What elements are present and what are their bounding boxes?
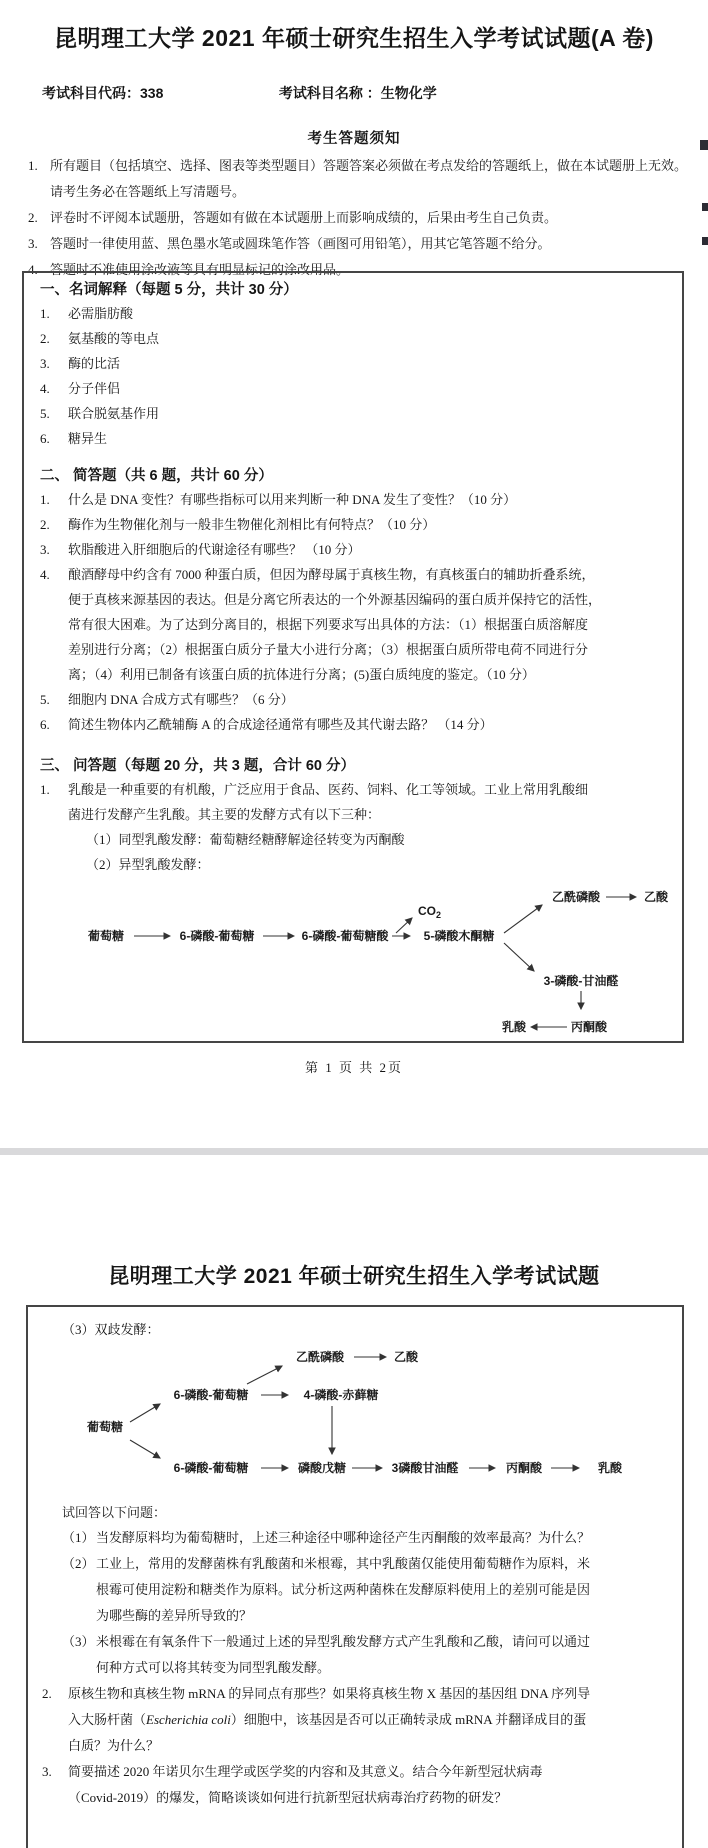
item-line: 白质？为什么？ — [68, 1738, 160, 1753]
co2-subscript: 2 — [436, 910, 442, 920]
sub-marker: （1） — [62, 1530, 95, 1545]
section3-heading: 三、 问答题（每题 20 分，共 3 题，合计 60 分） — [40, 758, 356, 774]
item-number: 6. — [40, 717, 50, 732]
page-separator — [0, 1148, 708, 1155]
item-line: 离；（4）利用已制备有该蛋白质的抗体进行分离；(5)蛋白质纯度的鉴定。（10 分） — [68, 667, 535, 682]
item-text — [68, 1759, 666, 1811]
page2-title: 昆明理工大学 2021 年硕士研究生招生入学考试试题 — [108, 1265, 600, 1288]
co2-base: CO — [418, 904, 436, 918]
item-line: 便于真核来源基因的表达。但是分离它所表达的一个外源基因编码的蛋白质并保持它的活性， — [68, 592, 602, 607]
short-answer-item — [40, 512, 670, 537]
essay-question-1 — [40, 777, 670, 877]
term-item — [40, 326, 670, 351]
node-glyceraldehyde-3-phosphate: 3-磷酸-甘油醛 — [543, 974, 619, 988]
node-glyceraldehyde-3-phosphate: 3磷酸甘油醛 — [391, 1461, 459, 1475]
item-text: 分子伴侣 — [68, 381, 121, 396]
item-number: 3. — [40, 542, 50, 557]
fermentation-type-2: （2）异型乳酸发酵： — [86, 857, 210, 872]
branch-arrow-up — [247, 1366, 282, 1384]
branch-arrow-up — [504, 905, 542, 933]
item-number: 1. — [40, 492, 50, 507]
item-line: （Covid-2019）的爆发，简略谈谈如何进行抗新型冠状病毒治疗药物的研发？ — [68, 1790, 508, 1805]
term-item — [40, 301, 670, 326]
subject-code: 考试科目代码：338 — [42, 85, 164, 101]
item-number: 3. — [42, 1764, 52, 1779]
short-answer-item — [40, 562, 670, 687]
item-number: 6. — [40, 431, 50, 446]
item-text: 氨基酸的等电点 — [68, 331, 160, 346]
pathway-diagram-1 — [40, 883, 670, 1043]
arrow-to-co2 — [396, 918, 412, 933]
subject-name: 考试科目名称 ：生物化学 — [278, 85, 437, 101]
notice-text: 答题时一律使用蓝、黑色墨水笔或圆珠笔作答（画图可用铅笔），用其它笔答题不给分。 — [50, 236, 551, 251]
node-co2 — [418, 904, 441, 920]
notice-item — [28, 153, 688, 205]
item-text: 什么是 DNA 变性？有哪些指标可以用来判断一种 DNA 发生了变性？（10 分） — [68, 492, 517, 507]
item-number: 2. — [42, 1686, 52, 1701]
node-glucose: 葡萄糖 — [86, 1420, 124, 1434]
node-glucose-6-phosphate: 6-磷酸-葡萄糖 — [179, 929, 255, 943]
item-line: 简要描述 2020 年诺贝尔生理学或医学奖的内容和及其意义。结合今年新型冠状病毒 — [68, 1764, 543, 1779]
answer-prompt: 试回答以下问题： — [62, 1505, 167, 1520]
sub-text: 当发酵原料均为葡萄糖时，上述三种途径中哪种途径产生丙酮酸的效率最高？为什么？ — [96, 1530, 591, 1545]
sub-marker: （3） — [62, 1634, 95, 1649]
node-glucose-6-phosphate-bottom: 6-磷酸-葡萄糖 — [173, 1461, 249, 1475]
sub-line: 何种方式可以将其转变为同型乳酸发酵。 — [96, 1660, 331, 1675]
term-item — [40, 401, 670, 426]
node-erythrose-4-phosphate: 4-磷酸-赤藓糖 — [303, 1388, 379, 1402]
item-text — [68, 1681, 666, 1759]
pathway-diagram-2-svg — [42, 1342, 684, 1492]
sub-text — [96, 1629, 666, 1681]
item-number: 1. — [40, 782, 50, 797]
short-answer-item — [40, 487, 670, 512]
item-text — [68, 777, 670, 877]
notice-title: 考生答题须知 — [307, 131, 401, 147]
item-number: 4. — [40, 567, 50, 582]
node-glucose: 葡萄糖 — [87, 929, 125, 943]
item-text: 必需脂肪酸 — [68, 306, 134, 321]
item-number: 4. — [40, 381, 50, 396]
item-text: 联合脱氨基作用 — [68, 406, 160, 421]
scan-artifact — [702, 203, 708, 211]
notice-number: 1. — [28, 158, 38, 173]
sub-question-2 — [62, 1551, 666, 1629]
item-line: 酿酒酵母中约含有 7000 种蛋白质，但因为酵母属于真核生物，有真核蛋白的辅助折叠系统， — [68, 567, 595, 582]
item-line: 乳酸是一种重要的有机酸，广泛应用于食品、医药、饲料、化工等领域。工业上常用乳酸细 — [68, 782, 589, 797]
branch3-label: （3）双歧发酵： — [62, 1322, 160, 1337]
short-answer-item — [40, 687, 670, 712]
species-name-italic: Escherichia coli — [146, 1712, 231, 1727]
node-6-phosphogluconate: 6-磷酸-葡萄糖酸 — [301, 929, 389, 943]
item-text: 酶的比活 — [68, 356, 121, 371]
item-number: 5. — [40, 692, 50, 707]
item-text: 糖异生 — [68, 431, 108, 446]
notice-list — [28, 153, 688, 283]
scan-artifact — [700, 140, 708, 150]
node-pyruvate: 丙酮酸 — [505, 1461, 543, 1475]
line-segment: ）细胞中，该基因是否可以正确转录成 mRNA 并翻译成目的蛋 — [230, 1712, 587, 1727]
glucose-branch-up — [130, 1404, 160, 1422]
page1-title: 昆明理工大学 2021 年硕士研究生招生入学考试试题(A 卷) — [54, 25, 654, 51]
notice-text: 答题时不准使用涂改液等具有明显标记的涂改用品。 — [50, 262, 350, 277]
line-segment: 入大肠杆菌（ — [68, 1712, 147, 1727]
term-item — [40, 376, 670, 401]
node-acetyl-phosphate: 乙酰磷酸 — [295, 1350, 345, 1364]
scan-artifact — [702, 237, 708, 245]
item-line: 差别进行分离；（2）根据蛋白质分子量大小进行分离；（3）根据蛋白质所带电荷不同进行分 — [68, 642, 589, 657]
node-lactate: 乳酸 — [501, 1020, 527, 1034]
item-text: 简述生物体内乙酰辅酶 A 的合成途径通常有哪些及其代谢去路？ （14 分） — [68, 717, 493, 732]
notice-number: 3. — [28, 236, 38, 251]
short-answer-item — [40, 537, 670, 562]
item-line: 常有很大困难。为了达到分离目的，根据下列要求写出具体的方法：（1）根据蛋白质溶解度 — [68, 617, 589, 632]
item-number: 5. — [40, 406, 50, 421]
short-answer-item — [40, 712, 670, 737]
sub-marker: （2） — [62, 1556, 95, 1571]
notice-number: 4. — [28, 262, 38, 277]
item-text: 酶作为生物催化剂与一般非生物催化剂相比有何特点？（10 分） — [68, 517, 436, 532]
notice-number: 2. — [28, 210, 38, 225]
node-pyruvate: 丙酮酸 — [570, 1020, 608, 1034]
notice-line: 请考生务必在答题纸上写清题号。 — [50, 184, 246, 199]
notice-text: 评卷时不评阅本试题册，答题如有做在本试题册上而影响成绩的，后果由考生自己负责。 — [50, 210, 558, 225]
essay-question-3 — [42, 1759, 666, 1811]
section2-heading: 二、 简答题（共 6 题，共计 60 分） — [40, 468, 273, 484]
item-number: 3. — [40, 356, 50, 371]
sub-text — [96, 1551, 666, 1629]
item-text — [68, 562, 670, 687]
node-acetate: 乙酸 — [393, 1350, 419, 1364]
term-item — [40, 426, 670, 451]
section1-heading: 一、名词解释（每题 5 分，共计 30 分） — [40, 282, 298, 298]
sub-line: 为哪些酶的差异所导致的？ — [96, 1608, 253, 1623]
subject-meta-row — [42, 83, 688, 103]
item-text: 细胞内 DNA 合成方式有哪些？（6 分） — [68, 692, 294, 707]
item-number: 2. — [40, 517, 50, 532]
sub-question-3 — [62, 1629, 666, 1681]
page2-question-box — [26, 1305, 684, 1848]
term-item — [40, 351, 670, 376]
notice-item — [28, 205, 688, 231]
glucose-branch-down — [130, 1440, 160, 1458]
sub-line: 根霉可使用淀粉和糖类作为原料。试分析这两种菌株在发酵原料使用上的差别可能是因 — [96, 1582, 591, 1597]
sub-line: 工业上，常用的发酵菌株有乳酸菌和米根霉，其中乳酸菌仅能使用葡萄糖作为原料，米 — [96, 1556, 591, 1571]
page1-footer: 第 1 页 共 2页 — [304, 1060, 403, 1075]
item-text: 软脂酸进入肝细胞后的代谢途径有哪些？ （10 分） — [68, 542, 361, 557]
node-lactate: 乳酸 — [597, 1461, 623, 1475]
node-acetyl-phosphate: 乙酰磷酸 — [551, 890, 601, 904]
essay-question-2 — [42, 1681, 666, 1759]
notice-item — [28, 231, 688, 257]
branch-arrow-down — [504, 943, 534, 971]
item-line — [68, 1707, 666, 1733]
fermentation-type-1: （1）同型乳酸发酵：葡萄糖经糖酵解途径转变为丙酮酸 — [86, 832, 405, 847]
sub-question-1 — [62, 1525, 666, 1551]
notice-text — [50, 153, 688, 205]
pathway-diagram-2 — [42, 1342, 666, 1492]
node-acetate: 乙酸 — [643, 890, 669, 904]
item-line: 菌进行发酵产生乳酸。其主要的发酵方式有以下三种： — [68, 807, 381, 822]
pathway-diagram-1-svg — [40, 883, 684, 1043]
node-xylulose-5-phosphate: 5-磷酸木酮糖 — [423, 929, 495, 943]
item-number: 2. — [40, 331, 50, 346]
item-line: 原核生物和真核生物 mRNA 的异同点有那些？如果将真核生物 X 基因的基因组 DNA 序列导 — [68, 1686, 591, 1701]
page1-question-box — [22, 271, 684, 1043]
notice-line: 所有题目（包括填空、选择、图表等类型题目）答题答案必须做在考点发给的答题纸上，做在本试题册上无效。 — [50, 158, 688, 173]
node-pentose-phosphate: 磷酸戊糖 — [297, 1461, 347, 1475]
sub-line: 米根霉在有氧条件下一般通过上述的异型乳酸发酵方式产生乳酸和乙酸，请问可以通过 — [96, 1634, 591, 1649]
item-number: 1. — [40, 306, 50, 321]
node-glucose-6-phosphate-top: 6-磷酸-葡萄糖 — [173, 1388, 249, 1402]
